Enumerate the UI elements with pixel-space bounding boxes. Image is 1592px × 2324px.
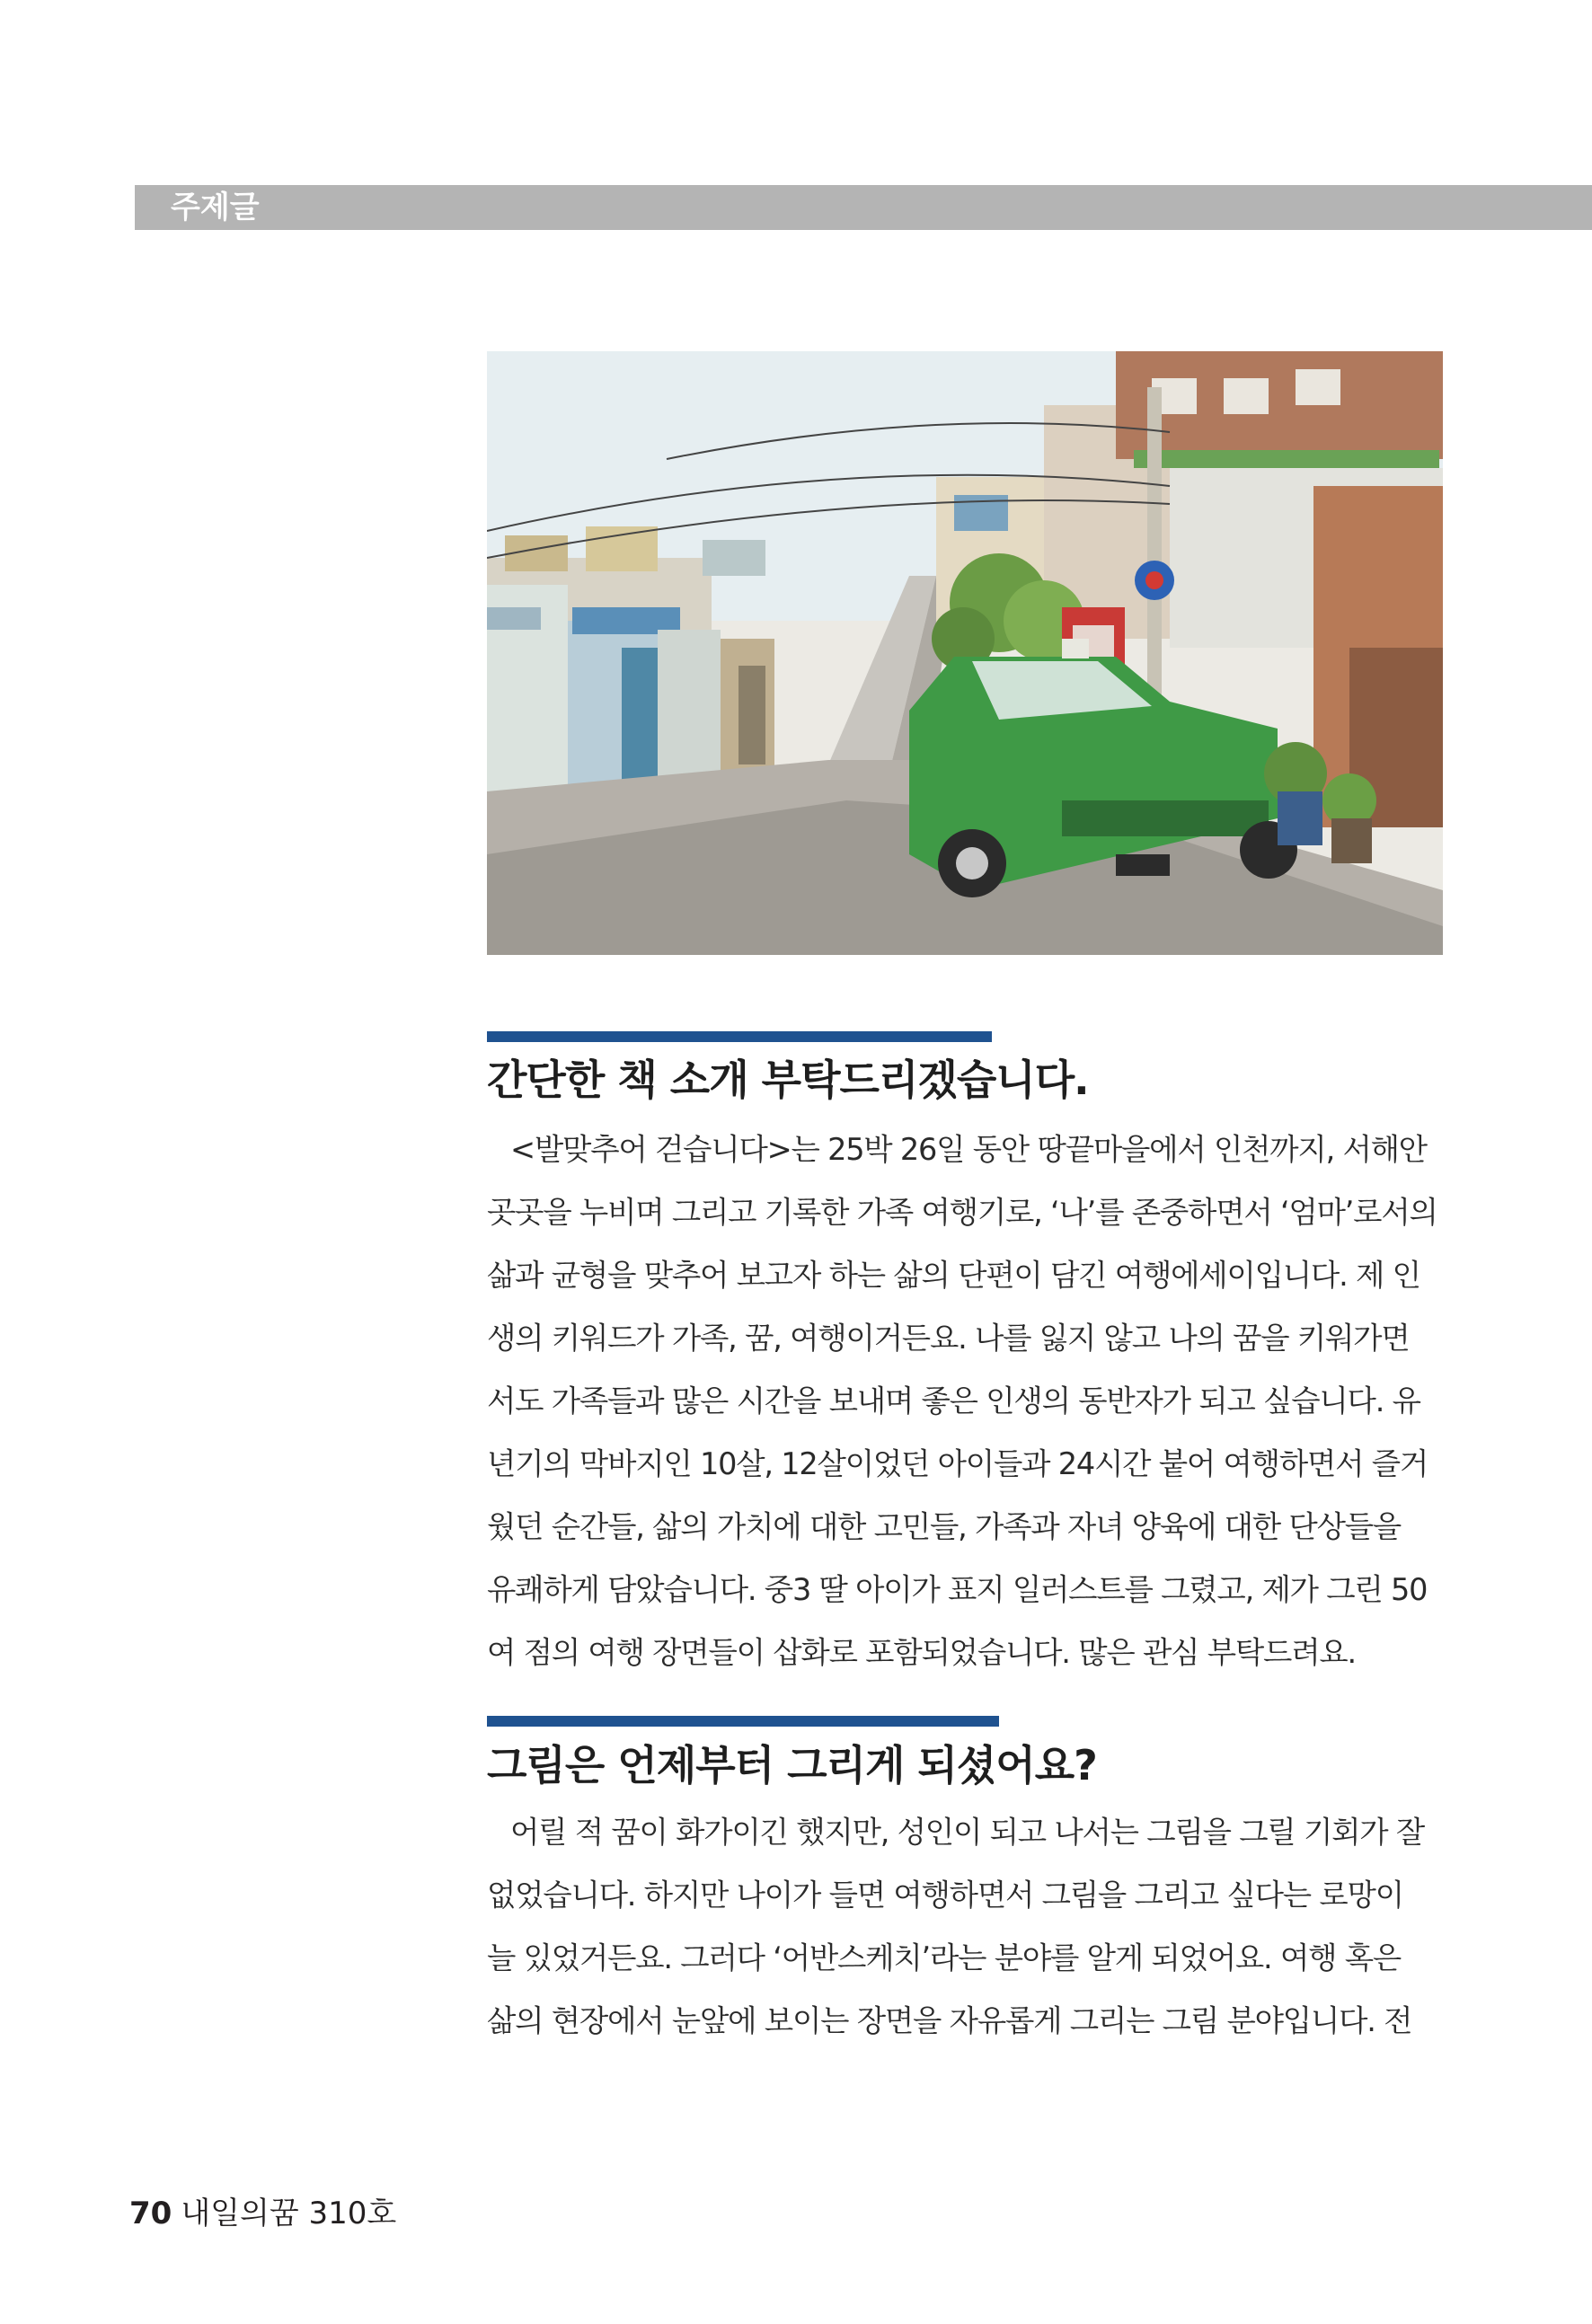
answer-line: 삶의 현장에서 눈앞에 보이는 장면을 자유롭게 그리는 그림 분야입니다. 전	[487, 2003, 1412, 2038]
answer-line: 서도 가족들과 많은 시간을 보내며 좋은 인생의 동반자가 되고 싶습니다. 유	[487, 1383, 1420, 1418]
magazine-issue: 내일의꿈 310호	[181, 2196, 397, 2231]
answer-paragraph-1	[487, 1118, 1443, 1684]
section-label: 주제글	[171, 190, 260, 225]
page-footer	[129, 2194, 396, 2233]
answer-paragraph-2	[487, 1801, 1443, 2053]
answer-line: 곳곳을 누비며 그리고 기록한 가족 여행기로, ‘나’를 존중하면서 ‘엄마’로서의	[487, 1195, 1437, 1230]
section-header-bar	[135, 185, 1592, 230]
heading-rule-1	[487, 1031, 992, 1042]
page-number: 70	[129, 2196, 172, 2231]
heading-rule-2	[487, 1716, 999, 1727]
question-heading-1: 간단한 책 소개 부탁드리겠습니다.	[487, 1056, 1089, 1104]
answer-line: 삶과 균형을 맞추어 보고자 하는 삶의 단편이 담긴 여행에세이입니다. 제 인	[487, 1258, 1420, 1293]
answer-line: 년기의 막바지인 10살, 12살이었던 아이들과 24시간 붙어 여행하면서 즐거	[487, 1446, 1428, 1481]
answer-line: 유쾌하게 담았습니다. 중3 딸 아이가 표지 일러스트를 그렸고, 제가 그린 50	[487, 1572, 1428, 1607]
answer-line: <발맞추어 걷습니다>는 25박 26일 동안 땅끝마을에서 인천까지, 서해안	[510, 1132, 1427, 1167]
watercolor-street-illustration	[487, 351, 1443, 955]
answer-line: 어릴 적 꿈이 화가이긴 했지만, 성인이 되고 나서는 그림을 그릴 기회가 잘	[510, 1815, 1425, 1850]
answer-line: 생의 키워드가 가족, 꿈, 여행이거든요. 나를 잃지 않고 나의 꿈을 키워가면	[487, 1321, 1410, 1356]
answer-line: 여 점의 여행 장면들이 삽화로 포함되었습니다. 많은 관심 부탁드려요.	[487, 1635, 1356, 1670]
answer-line: 웠던 순간들, 삶의 가치에 대한 고민들, 가족과 자녀 양육에 대한 단상들을	[487, 1509, 1402, 1544]
answer-line: 없었습니다. 하지만 나이가 들면 여행하면서 그림을 그리고 싶다는 로망이	[487, 1878, 1403, 1913]
street-sketch-image	[487, 351, 1443, 955]
answer-line: 늘 있었거든요. 그러다 ‘어반스케치’라는 분야를 알게 되었어요. 여행 혹은	[487, 1940, 1402, 1975]
question-heading-2: 그림은 언제부터 그리게 되셨어요?	[487, 1741, 1097, 1789]
